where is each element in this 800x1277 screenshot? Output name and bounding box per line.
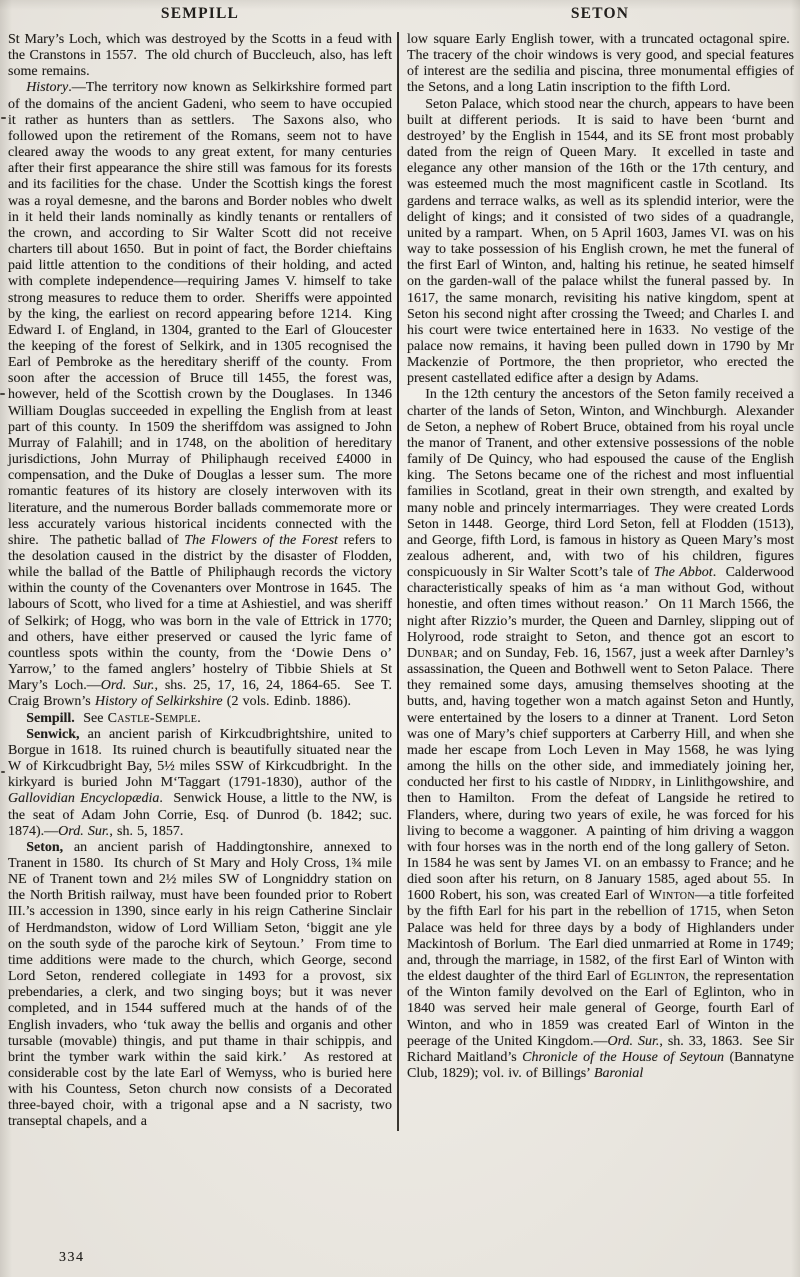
- scan-artifact: [0, 393, 5, 395]
- right-column: [407, 32, 794, 1131]
- paragraph: St Mary’s Loch, which was destroyed by the Scotts in a feud with the Cranstons in 1557. The old church of Buccleuch, also, has left some remains.: [8, 32, 392, 80]
- paragraph: Sempill. See Castle-Semple.: [26, 710, 201, 726]
- paragraph: Senwick, an ancient parish of Kirkcudbrightshire, united to Borgue in 1618. Its ruined church is beautifully situated near the W of Kirkcudbright Bay, 5½ miles SSW of Kirkcudbright. In the kirkyard is buried John M‘Taggart (1791-1830), author of the Gallovidian Encyclopædia. Senwick House, a little to the NW, is the seat of Adam John Corrie, Esq. of Dunrod (b. 1842; suc. 1874).—Ord. Sur., sh. 5, 1857.: [8, 726, 392, 839]
- text-columns: [8, 32, 794, 1131]
- scan-artifact: [1, 117, 6, 119]
- running-head-left: SEMPILL: [160, 5, 240, 22]
- left-column: [8, 32, 392, 1131]
- paragraph: Seton, an ancient parish of Haddingtonshire, annexed to Tranent in 1580. Its church of St Mary and Holy Cross, 1¾ mile NE of Tranent town and 2½ miles SW of Longniddry station on the North British railway, must have been founded prior to Robert III.’s accession in 1390, since early in his reign Catherine Sinclair of Herdmandston, widow of Lord William Seton, ‘biggit ane yle on the south syde of the paroche kirk of Seytoun.’ From time to time additions were made to the church, which George, second Lord Seton, rendered collegiate in 1493 for a provost, six prebendaries, a clerk, and two singing boys; but it was never completed, and in 1544 suffered much at the hands of of the English invaders, who ‘tuk away the bellis and organis and other tursable (movable) thingis, and put thame in thair schippis, and brint the tymber wark within the said kirk.’ As restored at considerable cost by the late Earl of Wemyss, who is buried here with his Countess, Seton church now consists of a Decorated three-bayed choir, with a trigonal apse and a N sacristy, two transeptal chapels, and a: [8, 839, 392, 1130]
- paragraph: History.—The territory now known as Selkirkshire formed part of the domains of the ancient Gadeni, who seem to have occupied it rather as hunters than as settlers. The Saxons also, who followed upon the retirement of the Romans, seem not to have cleared away the woods to any great extent, for many centuries after their first appearance the shire still was famous for its forests and its facilities for the chase. Under the Scottish kings the forest was a royal demesne, and the barons and Border nobles who dwelt in it held their lands nominally as kindly tenants or rentallers of the crown, and according to Sir Walter Scott did not receive charters till about 1650. But in point of fact, the Border chieftains paid little attention to the conditions of their holding, and acted with complete independence—requiring James V. himself to take strong measures to reduce them to order. Sheriffs were appointed by the king, the earliest on record appearing before 1214. King Edward I. of England, in 1304, granted to the Earl of Gloucester the keeping of the forest of Selkirk, and in 1305 recognised the Earl of Pembroke as the hereditary sheriff of the county. From soon after the accession of Bruce till 1455, the forest was, however, held of the Scottish crown by the Douglases. In 1346 William Douglas succeeded in expelling the English from at least part of this county. In 1509 the sheriffdom was assigned to John Murray of Falahill; and in 1748, on the abolition of hereditary jurisdictions, John Murray of Philiphaugh received £4000 in compensation, and the Duke of Douglas a lesser sum. The more romantic features of its history are closely interwoven with its literature, and the numerous Border ballads commemorate more or less accurately various historical incidents connected with the shire. The pathetic ballad of The Flowers of the Forest refers to the desolation caused in the district by the disaster of Flodden, while the ballad of the Battle of Philiphaugh records the victory within the county of the Covenanters over Montrose in 1645. The labours of Scott, who lived for a time at Ashiestiel, and was sheriff of Selkirk; of Hogg, who was born in the vale of Ettrick in 1770; and others, have either preserved or caused the lyric fame of countless spots within the county, from the ‘Dowie Dens o’ Yarrow,’ to the famed anglers’ hostelry of Tibbie Shiels at St Mary’s Loch.—Ord. Sur., shs. 25, 17, 16, 24, 1864-65. See T. Craig Brown’s History of Selkirkshire (2 vols. Edinb. 1886).: [8, 80, 393, 710]
- scan-artifact: [1, 771, 5, 773]
- column-divider: [397, 32, 399, 1131]
- paragraph: In the 12th century the ancestors of the Seton family received a charter of the lands of Seton, Winton, and Winchburgh. Alexander de Seton, a nephew of Robert Bruce, obtained from his royal uncle the manor of Tranent, and other extensive possessions of the noble family of De Quincy, who had espoused the cause of the English king. The Setons became one of the richest and most influential families in Scotland, great in their own strength, and exalted by many noble and princely intermarriages. They were created Lords Seton in 1448. George, third Lord Seton, fell at Flodden (1513), and George, fifth Lord, is famous in history as Queen Mary’s most zealous adherent, and, with two of his children, figures conspicuously in Sir Walter Scott’s tale of The Abbot. Calderwood characteristically speaks of him as ‘a man without God, without honestie, and often times without reason.’ On 11 March 1566, the night after Rizzio’s murder, the Queen and Darnley, slipping out of Holyrood, rode straight to Seton, and thence got an escort to Dunbar; and on Sunday, Feb. 16, 1567, just a week after Darnley’s assassination, the Queen and Bothwell went to Seton Palace. There they remained some days, amusing themselves shooting at the butts, and, having together won a match against Seton and Huntly, were entertained by the losers to a dinner at Tranent. Lord Seton was one of Mary’s chief supporters at Carberry Hill, and when she made her escape from Loch Leven in May 1568, he was lying among the hills on the other side, and immediately joining her, conducted her first to his castle of Niddry, in Linlithgowshire, and then to Hamilton. From the defeat of Langside he retired to Flanders, where, during two years of exile, he was forced for his living to become a waggoner. A painting of him driving a waggon with four horses was in the north end of the long gallery of Seton. In 1584 he was sent by James VI. on an embassy to France; and he died soon after his return, on 8 January 1585, aged about 55. In 1600 Robert, his son, was created Earl of Winton—a title forfeited by the fifth Earl for his part in the rebellion of 1715, when Seton Palace was held for three days by a body of Highlanders under Mackintosh of Borlum. The Earl died unmarried at Rome in 1749; and, through the marriage, in 1582, of the first Earl of Winton with the eldest daughter of the third Earl of Eglinton, the representation of the Winton family devolved on the Earl of Eglinton, who in 1840 was served heir male general of George, fourth Earl of Winton, and who in 1859 was created Earl of Winton in the peerage of the United Kingdom.—Ord. Sur., sh. 33, 1863. See Sir Richard Maitland’s Chronicle of the House of Seytoun (Bannatyne Club, 1829); vol. iv. of Billings’ Baronial: [407, 387, 795, 1081]
- running-heads: [0, 5, 800, 23]
- paragraph: Seton Palace, which stood near the church, appears to have been built at different periods. It is said to have been ‘burnt and destroyed’ by the English in 1544, and its SE front most probably dated from the reign of Queen Mary. It excelled in taste and elegance any other mansion of the 16th or the 17th century, and was esteemed much the most magnificent castle in Scotland. Its gardens and terrace walks, as well as its splendid interior, were the delight of kings; and it consisted of two sides of a quadrangle, united by a rampart. When, on 5 April 1603, James VI. was on his way to take possession of his English crown, he met the funeral of the first Earl of Winton, and, halting his retinue, he seated himself on the garden-wall of the palace whilst the funeral passed by. In 1617, the same monarch, revisiting his native kingdom, spent at Seton his second night after crossing the Tweed; and Charles I. and his court were twice entertained here in 1633. No vestige of the palace now remains, it having been pulled down in 1790 by Mr Mackenzie of Portmore, the then proprietor, who erected the present castellated edifice after a design by Adams.: [407, 96, 794, 387]
- page-number: 334: [59, 1250, 85, 1265]
- paragraph: low square Early English tower, with a truncated octagonal spire. The tracery of the choir windows is very good, and special features of interest are the sedilia and piscina, three monumental effigies of the Setons, and a long Latin inscription to the fifth Lord.: [407, 32, 794, 96]
- running-head-right: SETON: [570, 5, 630, 22]
